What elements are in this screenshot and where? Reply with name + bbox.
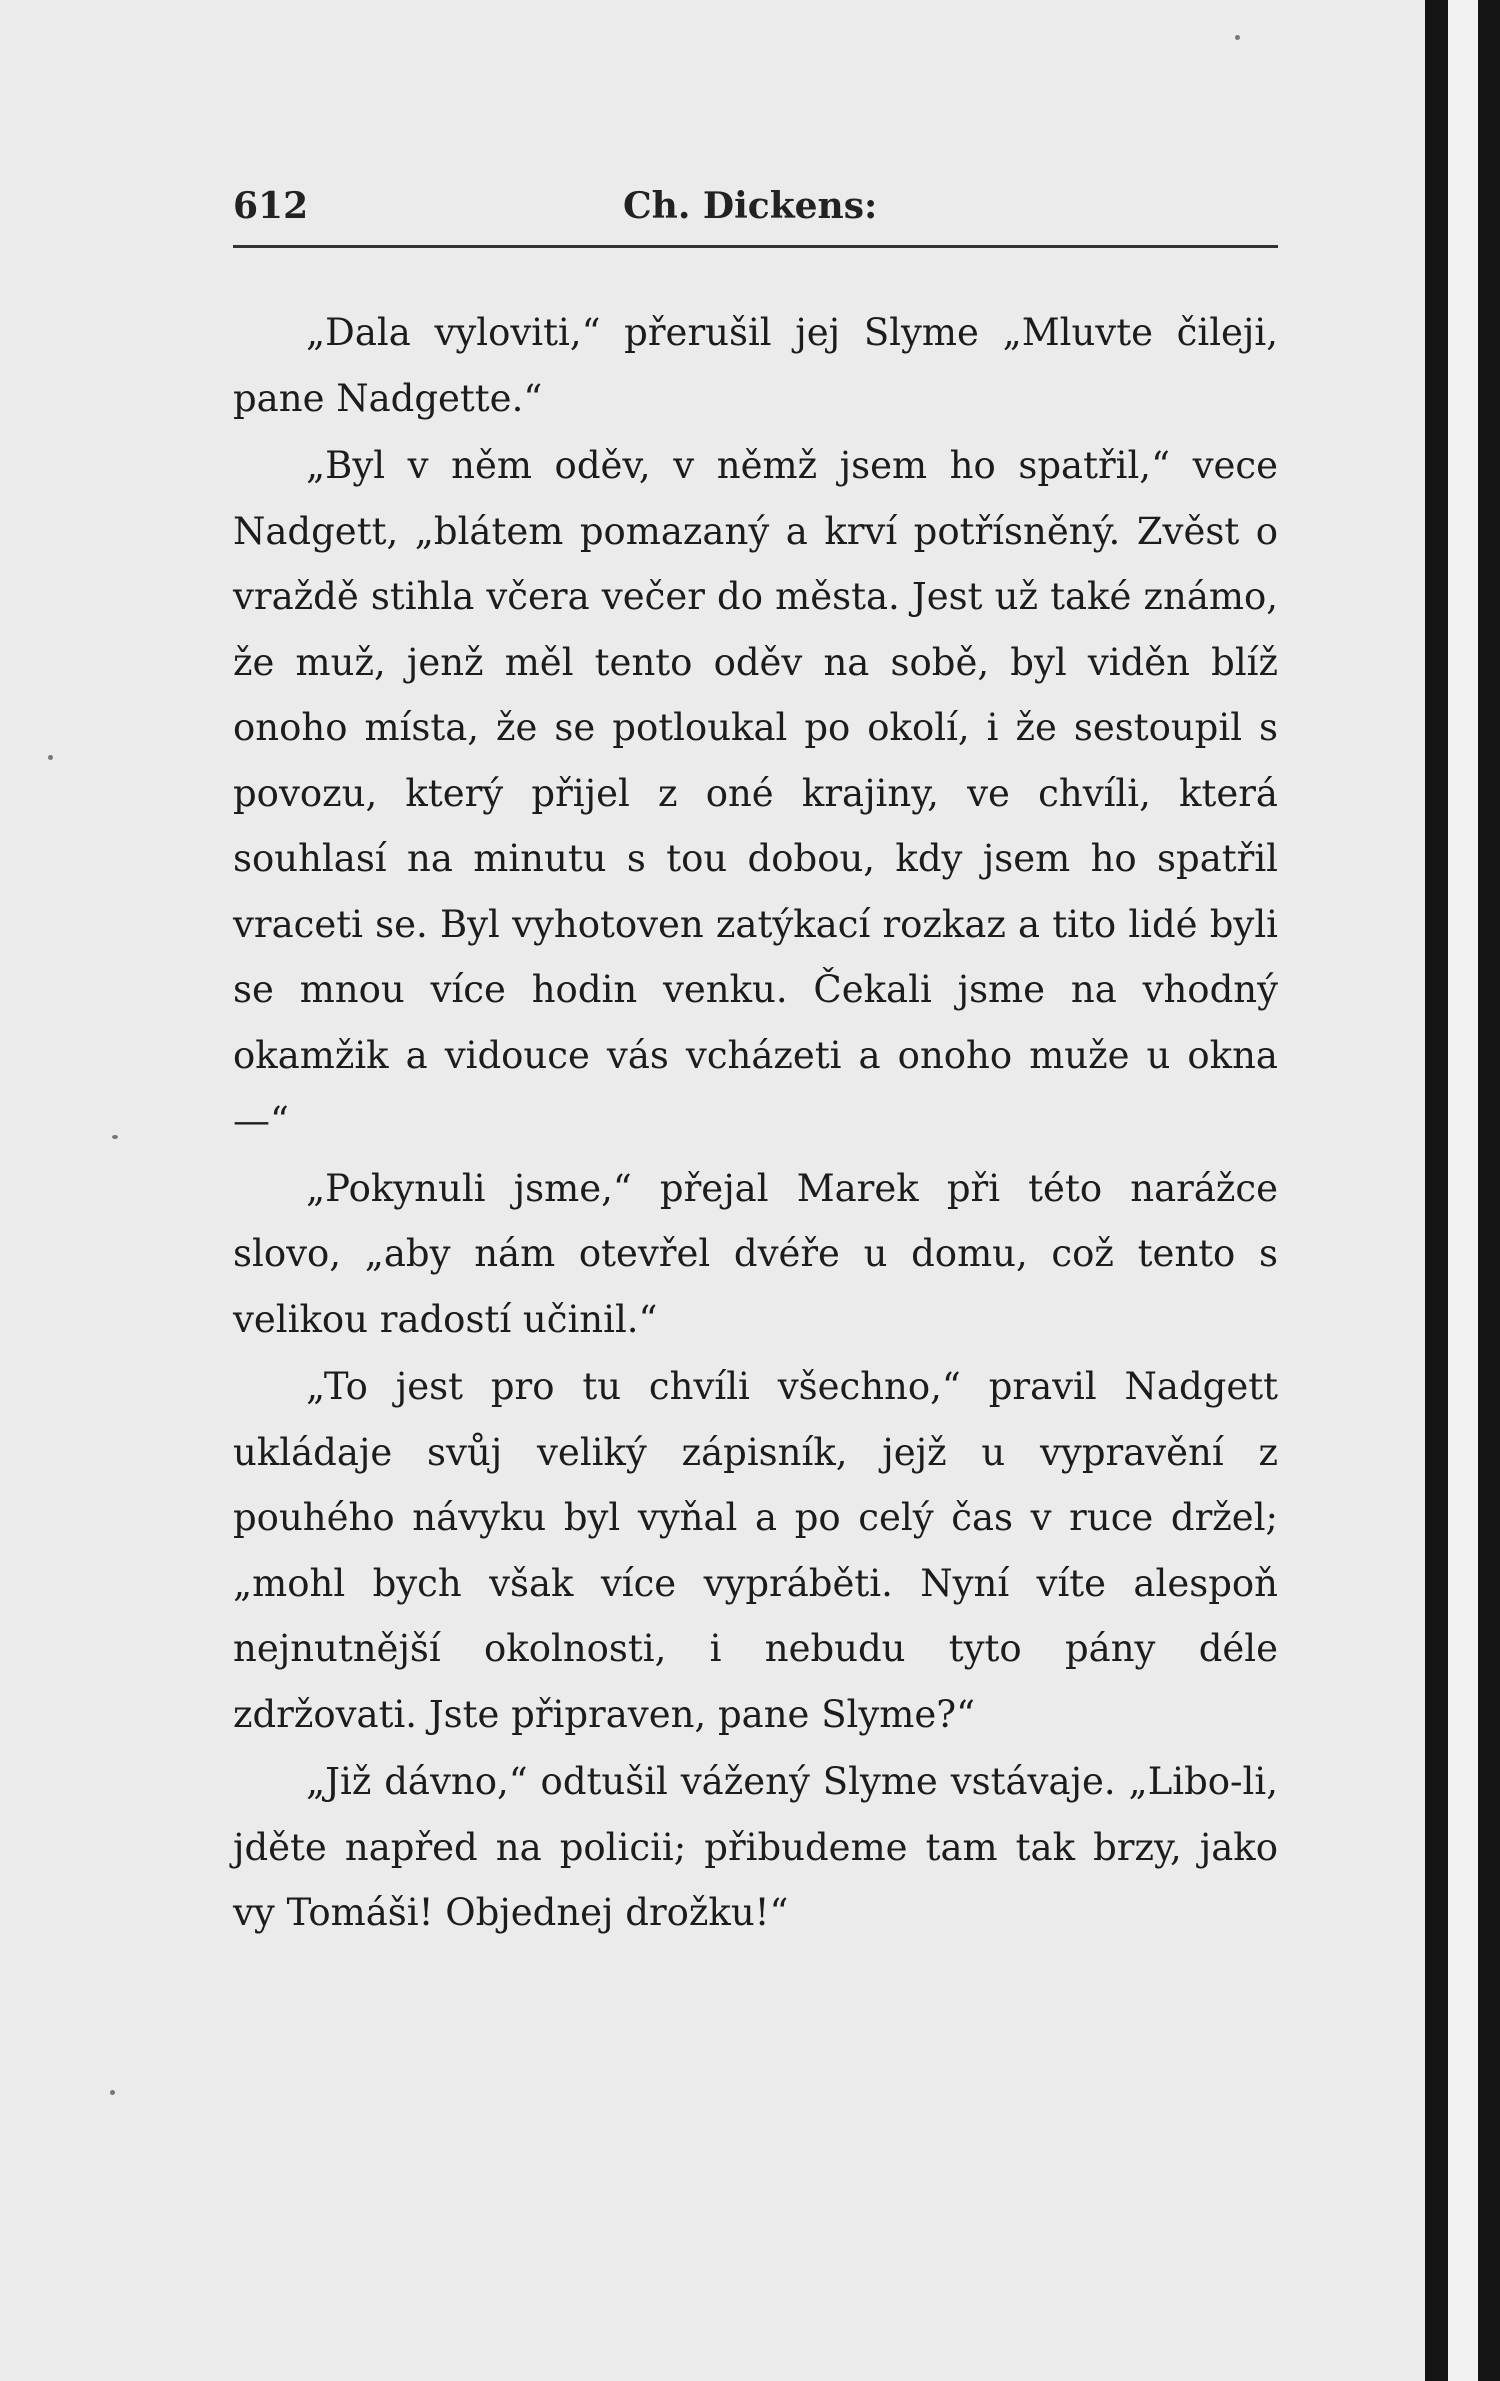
paragraph: „Již dávno,“ odtušil vážený Slyme vstávaje. „Libo-li, jděte napřed na policii; přibudeme tam tak brzy, jako vy Tomáši! Objednej drožku!“ bbox=[233, 1760, 1278, 1934]
next-page-edge bbox=[1448, 0, 1478, 2381]
paper-speck bbox=[112, 1135, 118, 1139]
paper-speck bbox=[110, 2090, 115, 2095]
paragraph: „Byl v něm oděv, v němž jsem ho spatřil,“ vece Nadgett, „blátem pomazaný a krví potřísněný. Zvěst o vraždě stihla včera večer do města. Jest už také známo, že muž, jenž měl tento oděv na sobě, byl viděn blíž onoho místa, že se potloukal po okolí, i že sestoupil s povozu, který přijel z oné krajiny, ve chvíli, která souhlasí na minutu s tou dobou, kdy jsem ho spatřil vraceti se. Byl vyhotoven zatýkací rozkaz a tito lidé byli se mnou více hodin venku. Čekali jsme na vhodný okamžik a vidouce vás vcházeti a onoho muže u okna —“ bbox=[233, 444, 1278, 1142]
paragraph: „To jest pro tu chvíli všechno,“ pravil Nadgett ukládaje svůj veliký zápisník, jejž u vypravění z pouhého návyku byl vyňal a po celý čas v ruce držel; „mohl bych však více vypráběti. Nyní víte alespoň nejnutnější okolnosti, i nebudu tyto pány déle zdržovati. Jste připraven, pane Slyme?“ bbox=[233, 1365, 1278, 1736]
body-text bbox=[233, 300, 1278, 1948]
page-number: 612 bbox=[233, 185, 309, 227]
header-rule bbox=[233, 245, 1278, 248]
paragraph: „Pokynuli jsme,“ přejal Marek při této narážce slovo, „aby nám otevřel dvéře u domu, což tento s velikou radostí učinil.“ bbox=[233, 1166, 1278, 1341]
paper-speck bbox=[48, 755, 53, 760]
running-head-author: Ch. Dickens: bbox=[623, 185, 878, 227]
running-head bbox=[233, 185, 1278, 235]
paper-speck bbox=[1235, 35, 1240, 40]
paragraph: „Dala vyloviti,“ přerušil jej Slyme „Mluvte čileji, pane Nadgette.“ bbox=[233, 311, 1278, 420]
